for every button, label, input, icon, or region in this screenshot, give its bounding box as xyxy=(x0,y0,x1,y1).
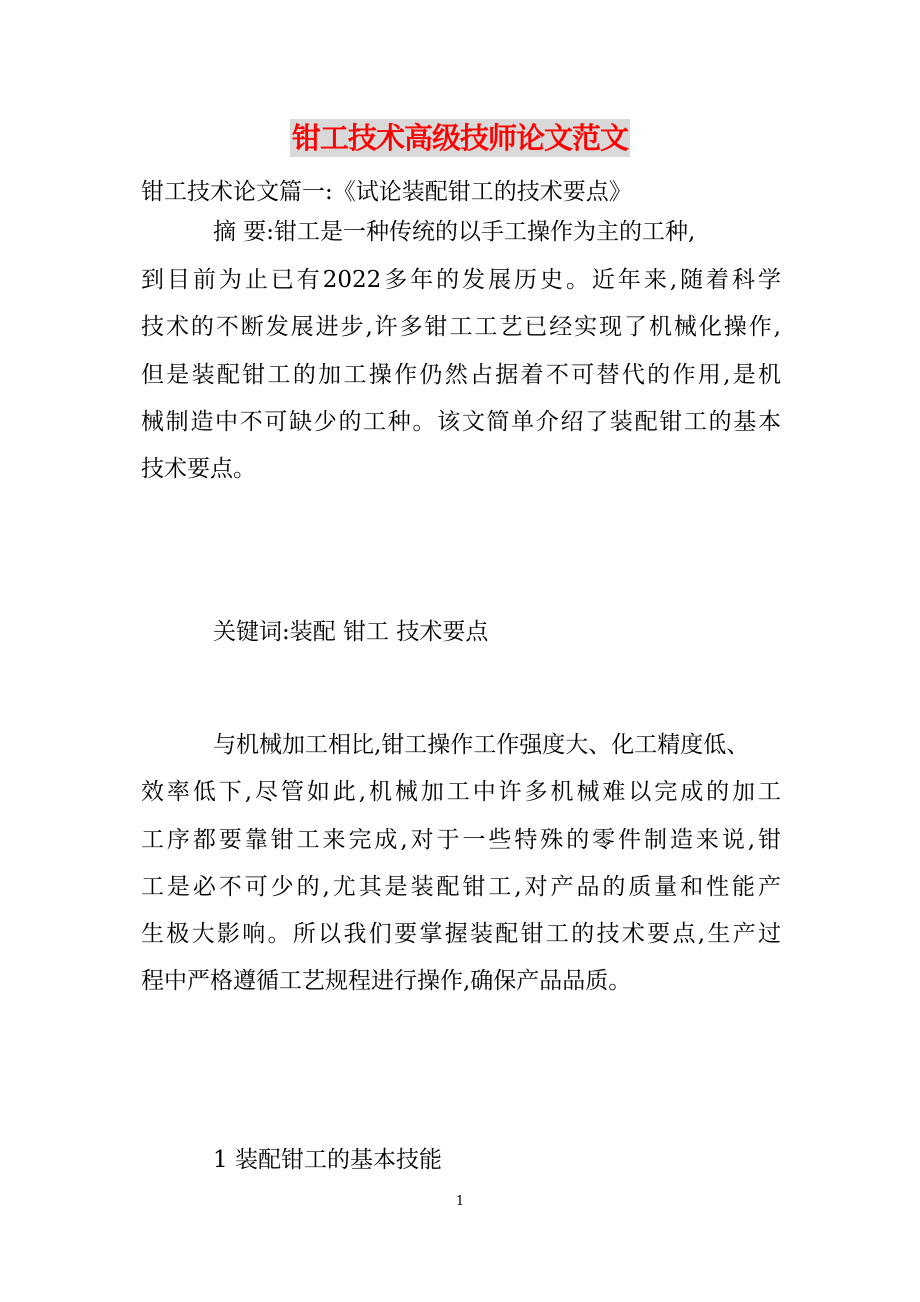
abstract-line: 摘 要:钳工是一种传统的以手工操作为主的工种, xyxy=(213,219,696,245)
abstract-line: 技术要点。 xyxy=(141,456,256,482)
abstract-line: 到目前为止已有2022多年的发展历史。近年来,随着科学 xyxy=(141,267,781,293)
paragraph-line: 工是必不可少的,尤其是装配钳工,对产品的质量和性能产 xyxy=(141,874,781,900)
abstract-line: 但是装配钳工的加工操作仍然占据着不可替代的作用,是机 xyxy=(141,362,781,388)
abstract-line: 技术的不断发展进步,许多钳工工艺已经实现了机械化操作, xyxy=(141,314,781,340)
section-heading: 1 装配钳工的基本技能 xyxy=(213,1147,442,1173)
paragraph-line: 效率低下,尽管如此,机械加工中许多机械难以完成的加工 xyxy=(141,779,781,805)
paragraph-line: 与机械加工相比,钳工操作工作强度大、化工精度低、 xyxy=(213,732,750,758)
page-number: 1 xyxy=(455,1194,465,1209)
paragraph-line: 生极大影响。所以我们要掌握装配钳工的技术要点,生产过 xyxy=(141,921,781,947)
article-heading: 钳工技术论文篇一:《试论装配钳工的技术要点》 xyxy=(141,179,632,205)
abstract-line: 械制造中不可缺少的工种。该文简单介绍了装配钳工的基本 xyxy=(141,409,781,435)
paragraph-line: 工序都要靠钳工来完成,对于一些特殊的零件制造来说,钳 xyxy=(141,827,781,853)
paragraph-line: 程中严格遵循工艺规程进行操作,确保产品品质。 xyxy=(141,968,632,994)
document-title xyxy=(0,116,920,157)
keywords: 关键词:装配 钳工 技术要点 xyxy=(213,619,489,645)
title-text: 钳工技术高级技师论文范文 xyxy=(291,121,628,155)
